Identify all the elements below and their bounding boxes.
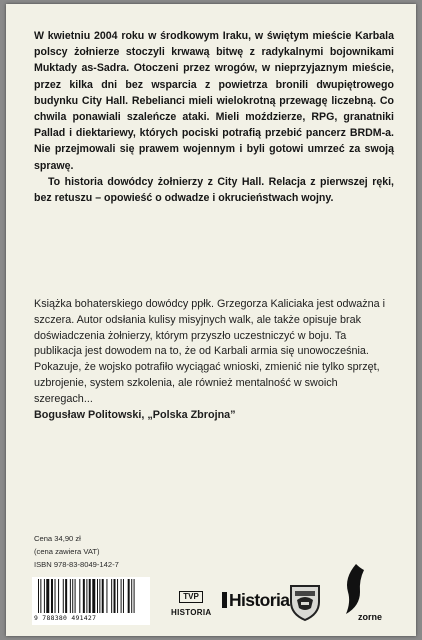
tvp-mark: TVP xyxy=(179,591,203,603)
barcode-bars xyxy=(38,579,144,613)
historia-bar-icon xyxy=(222,592,227,608)
tvp-historia-text: HISTORIA xyxy=(171,608,212,617)
blurb xyxy=(34,28,394,206)
review-quote xyxy=(34,297,396,423)
shield-emblem-icon xyxy=(288,582,322,627)
historia-logo xyxy=(222,590,289,612)
historia-logo-text: Historia xyxy=(229,590,290,610)
tvp-historia-logo xyxy=(171,586,211,620)
review-signature: Bogusław Politowski, „Polska Zbrojna” xyxy=(34,408,236,421)
publisher-name: zorne xyxy=(358,612,383,622)
vat-note: (cena zawiera VAT) xyxy=(34,547,100,556)
barcode-digits: 9 788380 491427 xyxy=(34,614,97,622)
blurb-paragraph-2: To historia dowódcy żołnierzy z City Hall. Relacja z pierwszej ręki, bez retuszu – opowieść o odwadze i okrucieństwach wojny. xyxy=(34,175,394,205)
blurb-paragraph-1: W kwietniu 2004 roku w środkowym Iraku, w świętym mieście Karbala polscy żołnierze stoczyli krwawą bitwę z radykalnymi bojownikami Muktady as-Sadra. Otoczeni przez wrogów, w nieprzyjaznym mieście, przez kilka dni bez wsparcia z powietrza bronili dwupiętrowego budynku City Hall. Rebelianci mieli wielokrotną przewagę liczebną. Co chwila ponawiali szaleńcze ataki. Mieli moździerze, RPG, granatniki Pallad i diektariewy, których pociski potrafią przebić pancerz BRDM-a. Nie przejmowali się prawem wojennym i byli gotowi umrzeć za swoją sprawę. xyxy=(34,30,394,172)
price-info xyxy=(34,532,119,571)
back-cover xyxy=(6,4,416,636)
barcode xyxy=(32,577,150,625)
isbn-line: ISBN 978-83-8049-142-7 xyxy=(34,560,119,569)
price-line: Cena 34,90 zł xyxy=(34,534,81,543)
review-text: Książka bohaterskiego dowódcy ppłk. Grzegorza Kaliciaka jest odważna i szczera. Autor odsłania kulisy misyjnych walk, ale także opisuje brak doświadczenia żołnierzy, którym przyszło uczestniczyć w boju. Ta publikacja jest dowodem na to, że od Karbali armia się unowocześnia. Pokazuje, że wojsko potrafiło wyciągać wnioski, zmienić nie tylko sprzęt, uzbrojenie, system szkolenia, ale również mentalność w swoich szeregach... xyxy=(34,298,386,405)
